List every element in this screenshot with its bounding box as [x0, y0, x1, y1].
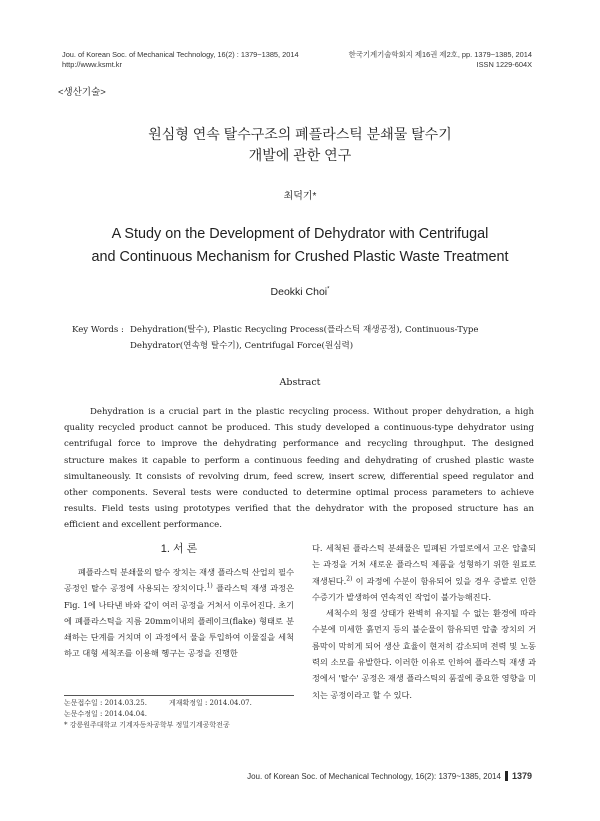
footnote-dates: [64, 698, 304, 709]
revised-date: 논문수정일 : 2014.04.04.: [64, 710, 147, 718]
received-date: 논문접수일 : 2014.03.25.: [64, 699, 147, 707]
korean-title-line2: 개발에 관한 연구: [248, 147, 352, 163]
page-footer: [247, 771, 532, 781]
footnote-divider: [64, 695, 294, 696]
english-author: [0, 286, 600, 298]
footer-separator: [505, 771, 508, 781]
english-author-mark: *: [327, 286, 330, 293]
keywords-text: Dehydration(탈수), Plastic Recycling Process(플라스틱 재생공정), Continuous-Type Dehydrator(연속형 탈수기), Centrifugal Force(원심력): [130, 325, 479, 351]
header-right: [349, 50, 532, 70]
korean-author: 최덕기*: [283, 191, 317, 202]
section-heading: 1. 서 론: [160, 543, 198, 555]
keywords: [72, 322, 542, 354]
intro-paragraph-1-continued: 다. 세척된 플라스틱 분쇄물은 밀폐된 가열로에서 고온 압출되는 과정을 거쳐 새로운 플라스틱 제품을 성형하기 위한 원료로 재생된다.$^{2)}$ 이 과정에 수분이 함유되어 있을 경우 증발로 인한 수증기가 발생하여 연속적인 작업이 불가능해진다.: [312, 543, 536, 602]
category-label: <생산기술>: [58, 87, 106, 98]
intro-paragraph-1: 폐플라스틱 분쇄물의 탈수 장치는 재생 플라스틱 산업의 필수 공정인 탈수 공정에 사용되는 장치이다.$^{1)}$ 플라스틱 재생 과정은 Fig. 1에 나타낸 바와 같이 여러 공정을 거쳐서 이루어진다. 초기에 폐플라스틱을 지름 20mm이내의 플레이크(flake) 형태로 분쇄하는 단계를 거치며 이 과정에서 물을 투입하여 이물질을 세척하고 대형 세척조를 이용해 헹구는 공정을 진행한: [64, 567, 294, 659]
intro-paragraph-2: 세척수의 청결 상태가 완벽히 유지될 수 없는 환경에 따라 수분에 미세한 흙먼지 등의 불순물이 함유되면 압출 장치의 거름막이 막히게 되어 생산 효율이 현저히 감소되며 전력 및 노동력의 소모를 유발한다. 이러한 이유로 인하여 플라스틱 재생 과정에서 '탈수' 공정은 재생 플라스틱의 품질에 중요한 영향을 미치는 공정이라고 할 수 있다.: [312, 608, 536, 700]
page-number: 1379: [511, 771, 532, 781]
body-column-right: [312, 540, 536, 703]
footer-journal: Jou. of Korean Soc. of Mechanical Technology, 16(2): 1379~1385, 2014: [247, 772, 501, 781]
reference-marker: 2): [346, 574, 353, 582]
author-affiliation: * 강릉원주대학교 기계자동차공학부 정밀기계공학전공: [64, 721, 230, 729]
header-korean-citation: 한국기계기술학회지 제16권 제2호, pp. 1379~1385, 2014: [348, 50, 532, 59]
english-title-line1: A Study on the Development of Dehydrator with Centrifugal: [111, 226, 489, 242]
english-title-line2: and Continuous Mechanism for Crushed Plastic Waste Treatment: [91, 249, 509, 265]
body-column-left: [64, 564, 294, 662]
abstract-body: Dehydration is a crucial part in the plastic recycling process. Without proper dehydration, a high quality recycled product cannot be produced. This study developed a continuous-type dehydrator using centrifugal force to improve the dehydrating performance and recycling throughput. The designed structure makes it capable to perform a continuous feeding and dehydrating of crushed plastic waste simultaneously. It consists of revolving drum, feed screw, insert screw, differential speed regulator and other components. Several tests were conducted to determine optimal process parameters to achieve results. Field tests using prototypes verified that the dehydrator with the proposed structure has an efficient and excellent performance.: [64, 407, 534, 531]
header-website: http://www.ksmt.kr: [62, 60, 122, 69]
reference-marker: 1): [206, 582, 213, 590]
abstract-heading: Abstract: [279, 377, 321, 388]
header-left: [62, 50, 299, 70]
header-issn: ISSN 1229-604X: [476, 60, 532, 69]
korean-title-line1: 원심형 연속 탈수구조의 폐플라스틱 분쇄물 탈수기: [148, 126, 452, 142]
keywords-label: Key Words :: [72, 325, 124, 335]
english-author-name: Deokki Choi: [270, 286, 328, 298]
header-journal-citation: Jou. of Korean Soc. of Mechanical Technology, 16(2) : 1379~1385, 2014: [62, 50, 299, 59]
accepted-date: 게재확정일 : 2014.04.07.: [168, 699, 252, 707]
